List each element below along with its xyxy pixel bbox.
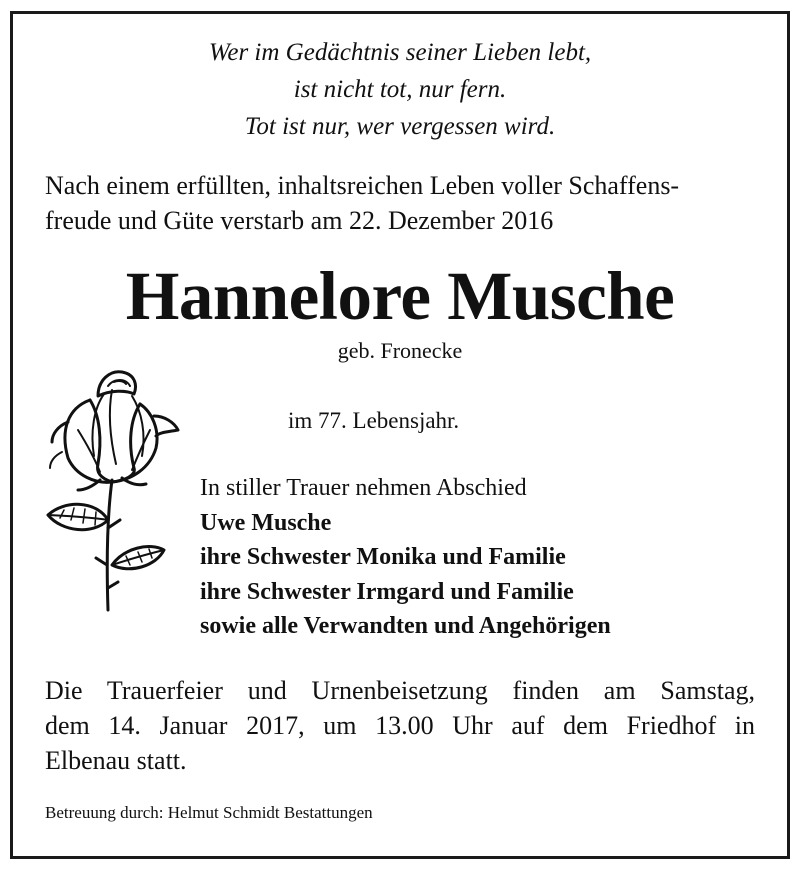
funeral-service-text: [45, 673, 755, 778]
intro-line: freude und Güte verstarb am 22. Dezember 2016: [45, 206, 554, 235]
rose-icon: [38, 360, 188, 615]
poem-line: Tot ist nur, wer vergessen wird.: [244, 113, 556, 140]
memorial-poem: [0, 34, 800, 145]
service-line: dem 14. Januar 2017, um 13.00 Uhr auf dem Friedhof in: [45, 711, 755, 740]
mourner-name: sowie alle Verwandten und Angehörigen: [200, 613, 611, 639]
service-line: Die Trauerfeier und Urnenbeisetzung finden am Samstag,: [45, 676, 755, 705]
service-line: Elbenau statt.: [45, 746, 187, 775]
mourner-name: ihre Schwester Monika und Familie: [200, 544, 566, 570]
intro-line: Nach einem erfüllten, inhaltsreichen Leben voller Schaffens-: [45, 171, 680, 200]
mourner-name: ihre Schwester Irmgard und Familie: [200, 578, 574, 605]
age-text: im 77. Lebensjahr.: [288, 408, 460, 433]
mourners-list: [200, 471, 611, 644]
mourners-lead: In stiller Trauer nehmen Abschied: [200, 475, 527, 501]
mourner-name: Uwe Musche: [200, 509, 332, 536]
intro-text: [45, 168, 760, 238]
poem-line: Wer im Gedächtnis seiner Lieben lebt,: [208, 39, 592, 66]
deceased-name: Hannelore Musche: [125, 258, 675, 334]
poem-line: ist nicht tot, nur fern.: [293, 76, 507, 103]
birth-name: geb. Fronecke: [337, 338, 463, 363]
undertaker-credit: Betreuung durch: Helmut Schmidt Bestattungen: [45, 803, 373, 822]
